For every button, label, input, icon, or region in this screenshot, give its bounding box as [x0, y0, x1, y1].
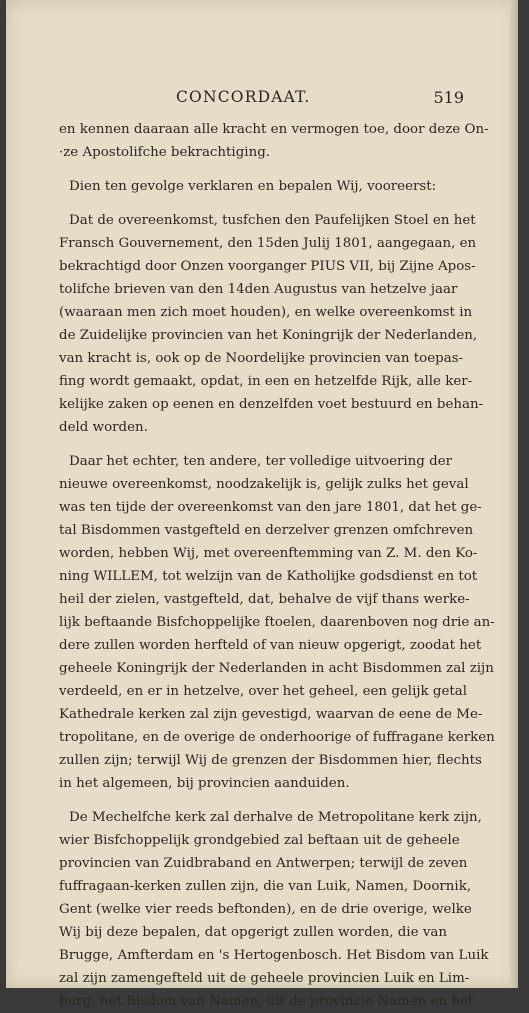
text-line: worden, hebben Wij, met overeenftemming van Z. M. den Ko- [59, 546, 478, 561]
text-line: Dat de overeenkomst, tusfchen den Paufelijken Stoel en het [69, 213, 476, 228]
paragraph [59, 175, 447, 198]
text-line: Daar het echter, ten andere, ter volledige uitvoering der [69, 454, 453, 469]
text-line: Dien ten gevolge verklaren en bepalen Wij, vooreerst: [69, 179, 437, 194]
text-line: zal zijn zamengefteld uit de geheele provincien Luik en Lim- [59, 971, 470, 986]
text-line: De Mechelfche kerk zal derhalve de Metropolitane kerk zijn, [69, 810, 482, 825]
text-line: fuffragaan-kerken zullen zijn, die van Luik, Namen, Doornik, [59, 879, 472, 894]
text-line: tropolitane, en de overige de onderhoorige of fuffragane kerken [59, 730, 495, 745]
page-number: 519 [433, 88, 464, 107]
paragraph [59, 806, 489, 1013]
text-line: lijk beftaande Bisfchoppelijke ftoelen, daarenboven nog drie an- [59, 615, 495, 630]
text-line: was ten tijde der overeenkomst van den jare 1801, dat het ge- [59, 500, 482, 515]
body-text [59, 118, 495, 1013]
text-line: fing wordt gemaakt, opdat, in een en hetzelfde Rijk, alle ker- [59, 374, 473, 389]
text-line: van kracht is, ook op de Noordelijke provincien van toepas- [59, 351, 464, 366]
text-line: in het algemeen, bij provincien aanduiden. [59, 776, 350, 791]
page-gutter [510, 0, 518, 988]
text-line: Brugge, Amfterdam en 's Hertogenbosch. Het Bisdom van Luik [59, 948, 489, 963]
text-line: wier Bisfchoppelijk grondgebied zal beftaan uit de geheele [59, 833, 460, 848]
text-line: kelijke zaken op eenen en denzelfden voet bestuurd en behan- [59, 397, 484, 412]
running-title: CONCORDAAT. [176, 88, 311, 106]
text-line: Wij bij deze bepalen, dat opgerigt zullen worden, die van [59, 925, 447, 940]
text-line: ·ze Apostolifche bekrachtiging. [59, 145, 271, 160]
text-line: provincien van Zuidbraband en Antwerpen; terwijl de zeven [59, 856, 468, 871]
paragraph [59, 118, 489, 164]
text-line: Kathedrale kerken zal zijn gevestigd, waarvan de eene de Me- [59, 707, 483, 722]
text-line: Gent (welke vier reeds beftonden), en de drie overige, welke [59, 902, 472, 917]
text-line: tolifche brieven van den 14den Augustus van hetzelve jaar [59, 282, 458, 297]
paragraph [59, 450, 495, 795]
text-line: bekrachtigd door Onzen voorganger PIUS VII, bij Zijne Apos- [59, 259, 476, 274]
text-line: Fransch Gouvernement, den 15den Julij 1801, aangegaan, en [59, 236, 477, 251]
text-line: nieuwe overeenkomst, noodzakelijk is, gelijk zulks het geval [59, 477, 469, 492]
text-line: verdeeld, en er in hetzelve, over het geheel, een gelijk getal [59, 684, 468, 699]
text-line: burg; het Bisdom van Namen, uit de provincie Namen en het [59, 994, 474, 1009]
page-header [54, 88, 464, 110]
text-line: zullen zijn; terwijl Wij de grenzen der Bisdommen hier, flechts [59, 753, 482, 768]
text-line: dere zullen worden herfteld of van nieuw opgerigt, zoodat het [59, 638, 482, 653]
paragraph [59, 209, 484, 439]
text-line: heil der zielen, vastgefteld, dat, behalve de vijf thans werke- [59, 592, 470, 607]
text-line: deld worden. [59, 420, 148, 435]
text-line: ning WILLEM, tot welzijn van de Katholijke godsdienst en tot [59, 569, 478, 584]
text-line: geheele Koningrijk der Nederlanden in acht Bisdommen zal zijn [59, 661, 494, 676]
text-line: (waaraan men zich moet houden), en welke overeenkomst in [59, 305, 473, 320]
text-line: de Zuidelijke provincien van het Koningrijk der Nederlanden, [59, 328, 478, 343]
text-line: tal Bisdommen vastgefteld en derzelver grenzen omfchreven [59, 523, 474, 538]
text-line: en kennen daaraan alle kracht en vermogen toe, door deze On- [59, 122, 489, 137]
book-page [6, 0, 518, 1009]
